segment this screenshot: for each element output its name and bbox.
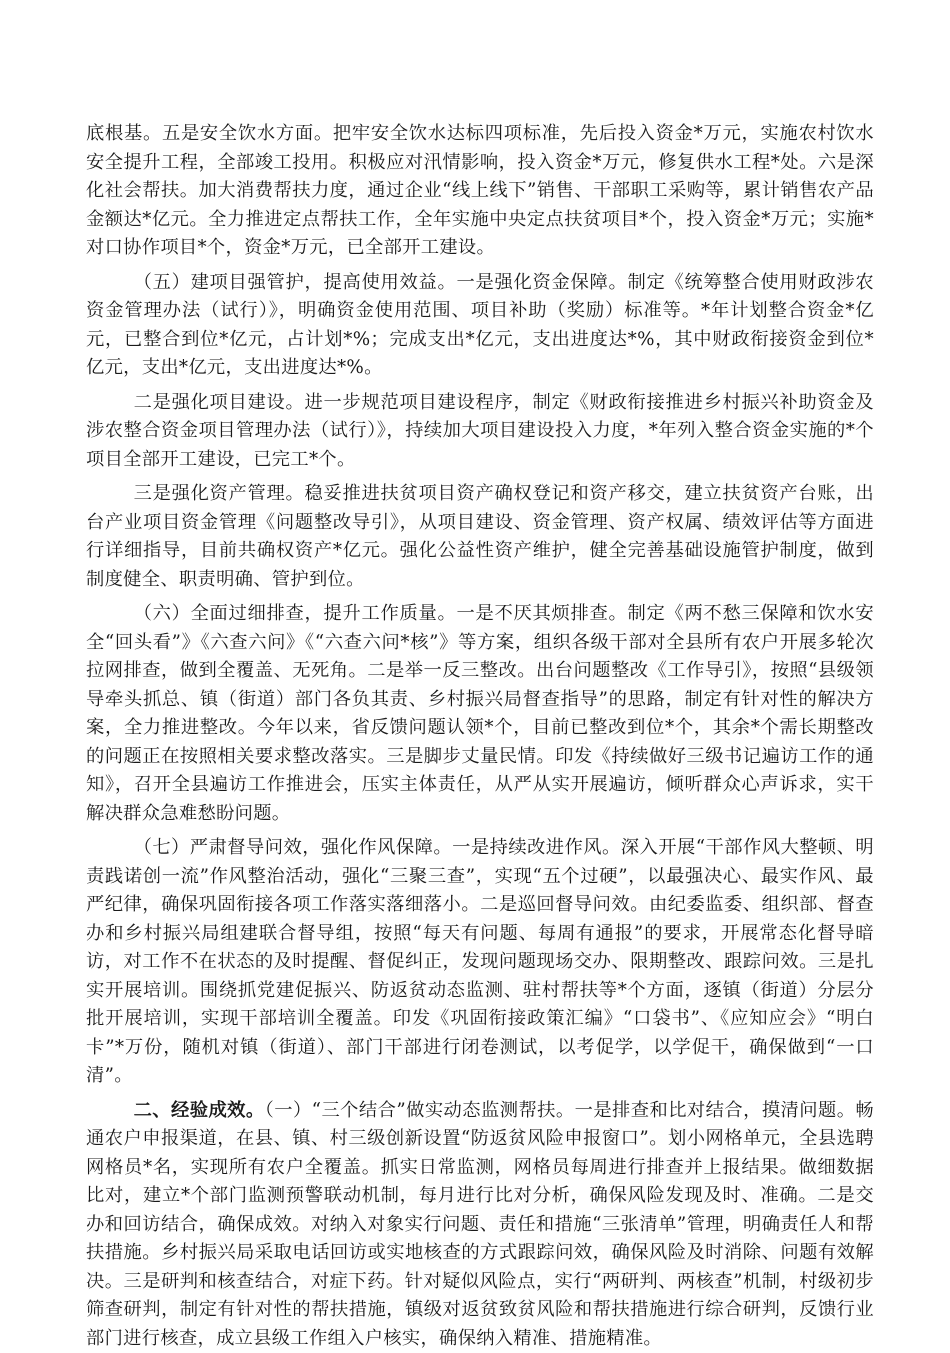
- paragraph-project-construction: 二是强化项目建设。进一步规范项目建设程序，制定《财政衔接推进乡村振兴补助资金及涉农整合资金项目管理办法（试行）》，持续加大项目建设投入力度，*年列入整合资金实施的*个项目全部开工建设，已完工*个。: [86, 389, 874, 475]
- paragraph-comprehensive-inspection: （六）全面过细排查，提升工作质量。一是不厌其烦排查。制定《两不愁三保障和饮水安全“回头看”》《六查六问》《“六查六问*核”》等方案，组织各级干部对全县所有农户开展多轮次拉网排查，做到全覆盖、无死角。二是举一反三整改。出台问题整改《工作导引》，按照“县级领导牵头抓总、镇（街道）部门各负其责、乡村振兴局督查指导”的思路，制定有针对性的解决方案，全力推进整改。今年以来，省反馈问题认领*个，目前已整改到位*个，其余*个需长期整改的问题正在按照相关要求整改落实。三是脚步丈量民情。印发《持续做好三级书记遍访工作的通知》，召开全县遍访工作推进会，压实主体责任，从严从实开展遍访，倾听群众心声诉求，实干解决群众急难愁盼问题。: [86, 600, 874, 828]
- paragraph-safe-water-social-aid: 底根基。五是安全饮水方面。把牢安全饮水达标四项标准，先后投入资金*万元，实施农村饮水安全提升工程，全部竣工投用。积极应对汛情影响，投入资金*万元，修复供水工程*处。六是深化社会帮扶。加大消费帮扶力度，通过企业“线上线下”销售、干部职工采购等，累计销售农产品金额达*亿元。全力推进定点帮扶工作，全年实施中央定点扶贫项目*个，投入资金*万元；实施*对口协作项目*个，资金*万元，已全部开工建设。: [86, 120, 874, 263]
- paragraph-asset-management: 三是强化资产管理。稳妥推进扶贫项目资产确权登记和资产移交，建立扶贫资产台账，出台产业项目资金管理《问题整改导引》，从项目建设、资金管理、资产权属、绩效评估等方面进行详细指导，目前共确权资产*亿元。强化公益性资产维护，健全完善基础设施管护制度，做到制度健全、职责明确、管护到位。: [86, 480, 874, 594]
- section-body: （一）“三个结合”做实动态监测帮扶。一是排查和比对结合，摸清问题。畅通农户申报渠道，在县、镇、村三级创新设置“防返贫风险申报窗口”。划小网格单元，全县选聘网格员*名，实现所有农户全覆盖。抓实日常监测，网格员每周进行排查并上报结果。做细数据比对，建立*个部门监测预警联动机制，每月进行比对分析，确保风险发现及时、准确。二是交办和回访结合，确保成效。对纳入对象实行问题、责任和措施“三张清单”管理，明确责任人和帮扶措施。乡村振兴局采取电话回访或实地核查的方式跟踪问效，确保风险及时消除、问题有效解决。三是研判和核查结合，对症下药。针对疑似风险点，实行“两研判、两核查”机制，村级初步筛查研判，制定有针对性的帮扶措施，镇级对返贫致贫风险和帮扶措施进行综合研判，反馈行业部门进行核查，成立县级工作组入户核实，确保纳入精准、措施精准。: [86, 1100, 874, 1349]
- section-heading: 二、经验成效。: [134, 1100, 265, 1121]
- paragraph-supervision-style: （七）严肃督导问效，强化作风保障。一是持续改进作风。深入开展“干部作风大整顿、明责践诺创一流”作风整治活动，强化“三聚三查”，实现“五个过硬”，以最强决心、最实作风、最严纪律，确保巩固衔接各项工作落实落细落小。二是巡回督导问效。由纪委监委、组织部、督查办和乡村振兴局组建联合督导组，按照“每天有问题、每周有通报”的要求，开展常态化督导暗访，对工作不在状态的及时提醒、督促纠正，发现问题现场交办、限期整改、跟踪问效。三是扎实开展培训。围绕抓党建促振兴、防返贫动态监测、驻村帮扶等*个方面，逐镇（街道）分层分批开展培训，实现干部培训全覆盖。印发《巩固衔接政策汇编》“口袋书”、《应知应会》“明白卡”*万份，随机对镇（街道）、部门干部进行闭卷测试，以考促学，以学促干，确保做到“一口清”。: [86, 834, 874, 1091]
- paragraph-experience-results: [86, 1097, 874, 1353]
- paragraph-project-funding: （五）建项目强管护，提高使用效益。一是强化资金保障。制定《统筹整合使用财政涉农资金管理办法（试行）》，明确资金使用范围、项目补助（奖励）标准等。*年计划整合资金*亿元，已整合到位*亿元，占计划*%；完成支出*亿元，支出进度达*%，其中财政衔接资金到位*亿元，支出*亿元，支出进度达*%。: [86, 269, 874, 383]
